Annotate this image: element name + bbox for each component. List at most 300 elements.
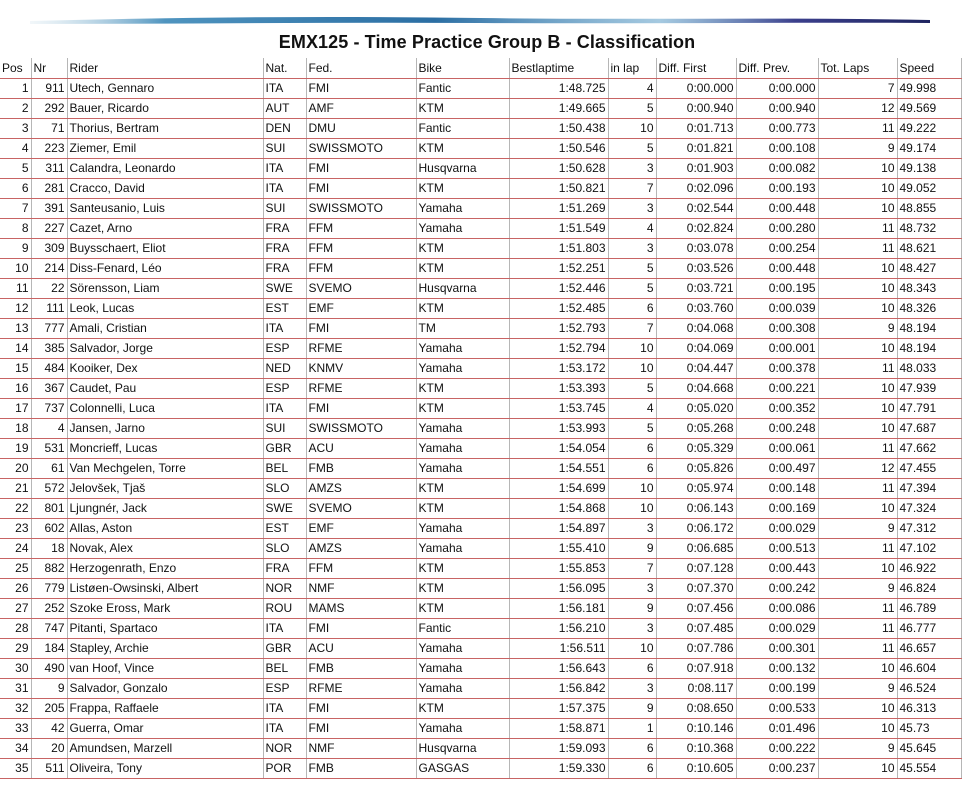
cell-bike: Fantic <box>416 118 509 138</box>
cell-speed: 48.033 <box>897 358 961 378</box>
cell-bike: Yamaha <box>416 458 509 478</box>
cell-speed: 45.554 <box>897 758 961 778</box>
cell-rider: Allas, Aston <box>67 518 263 538</box>
cell-speed: 46.604 <box>897 658 961 678</box>
cell-in-lap: 3 <box>608 578 656 598</box>
table-row <box>0 418 961 438</box>
cell-nr: 292 <box>31 98 67 118</box>
cell-bike: GASGAS <box>416 758 509 778</box>
cell-rider: Cracco, David <box>67 178 263 198</box>
cell-nr: 737 <box>31 398 67 418</box>
cell-diff-prev: 0:00.029 <box>736 618 818 638</box>
cell-in-lap: 10 <box>608 118 656 138</box>
cell-diff-first: 0:01.713 <box>656 118 736 138</box>
cell-diff-first: 0:10.146 <box>656 718 736 738</box>
cell-fed: RFME <box>306 678 416 698</box>
cell-pos: 23 <box>0 518 31 538</box>
cell-diff-prev: 0:00.061 <box>736 438 818 458</box>
table-row <box>0 298 961 318</box>
cell-diff-first: 0:06.143 <box>656 498 736 518</box>
cell-nr: 385 <box>31 338 67 358</box>
cell-tot-laps: 10 <box>818 418 897 438</box>
cell-nr: 223 <box>31 138 67 158</box>
cell-nr: 490 <box>31 658 67 678</box>
cell-nr: 205 <box>31 698 67 718</box>
cell-bike: Husqvarna <box>416 158 509 178</box>
cell-speed: 49.138 <box>897 158 961 178</box>
cell-nat: ROU <box>263 598 306 618</box>
column-header-bestlaptime: Bestlaptime <box>509 58 608 78</box>
cell-bike: Fantic <box>416 618 509 638</box>
cell-bestlaptime: 1:56.095 <box>509 578 608 598</box>
cell-diff-first: 0:05.020 <box>656 398 736 418</box>
table-row <box>0 138 961 158</box>
cell-in-lap: 5 <box>608 258 656 278</box>
cell-bike: Fantic <box>416 78 509 98</box>
cell-diff-prev: 0:00.029 <box>736 518 818 538</box>
cell-diff-prev: 0:00.039 <box>736 298 818 318</box>
cell-nat: ITA <box>263 398 306 418</box>
table-row <box>0 398 961 418</box>
cell-fed: FMI <box>306 718 416 738</box>
cell-fed: FMB <box>306 458 416 478</box>
cell-in-lap: 6 <box>608 438 656 458</box>
cell-speed: 47.324 <box>897 498 961 518</box>
table-row <box>0 338 961 358</box>
cell-pos: 25 <box>0 558 31 578</box>
table-row <box>0 758 961 778</box>
cell-tot-laps: 10 <box>818 498 897 518</box>
cell-fed: NMF <box>306 578 416 598</box>
table-row <box>0 678 961 698</box>
cell-pos: 9 <box>0 238 31 258</box>
cell-pos: 22 <box>0 498 31 518</box>
cell-in-lap: 10 <box>608 358 656 378</box>
cell-bike: Yamaha <box>416 678 509 698</box>
cell-pos: 26 <box>0 578 31 598</box>
cell-diff-prev: 0:00.533 <box>736 698 818 718</box>
cell-rider: Thorius, Bertram <box>67 118 263 138</box>
cell-speed: 46.824 <box>897 578 961 598</box>
cell-pos: 10 <box>0 258 31 278</box>
cell-diff-first: 0:01.821 <box>656 138 736 158</box>
cell-nr: 61 <box>31 458 67 478</box>
cell-pos: 35 <box>0 758 31 778</box>
cell-nat: AUT <box>263 98 306 118</box>
cell-in-lap: 5 <box>608 418 656 438</box>
cell-fed: FMI <box>306 698 416 718</box>
cell-bike: KTM <box>416 698 509 718</box>
cell-speed: 48.855 <box>897 198 961 218</box>
cell-bike: KTM <box>416 398 509 418</box>
cell-in-lap: 9 <box>608 598 656 618</box>
cell-nr: 111 <box>31 298 67 318</box>
cell-nr: 779 <box>31 578 67 598</box>
table-row <box>0 618 961 638</box>
cell-nat: GBR <box>263 638 306 658</box>
cell-tot-laps: 9 <box>818 518 897 538</box>
cell-nr: 602 <box>31 518 67 538</box>
cell-speed: 46.313 <box>897 698 961 718</box>
cell-tot-laps: 10 <box>818 338 897 358</box>
cell-bike: Husqvarna <box>416 278 509 298</box>
cell-bestlaptime: 1:56.511 <box>509 638 608 658</box>
cell-rider: Oliveira, Tony <box>67 758 263 778</box>
cell-in-lap: 7 <box>608 178 656 198</box>
cell-nr: 311 <box>31 158 67 178</box>
table-row <box>0 738 961 758</box>
cell-diff-first: 0:08.117 <box>656 678 736 698</box>
cell-nr: 4 <box>31 418 67 438</box>
cell-pos: 5 <box>0 158 31 178</box>
cell-nat: ITA <box>263 158 306 178</box>
cell-diff-prev: 0:00.000 <box>736 78 818 98</box>
cell-nat: ITA <box>263 78 306 98</box>
cell-bestlaptime: 1:52.485 <box>509 298 608 318</box>
cell-in-lap: 3 <box>608 618 656 638</box>
cell-nat: POR <box>263 758 306 778</box>
cell-rider: Jelovšek, Tjaš <box>67 478 263 498</box>
cell-rider: Diss-Fenard, Léo <box>67 258 263 278</box>
cell-bike: Yamaha <box>416 218 509 238</box>
cell-diff-prev: 0:00.940 <box>736 98 818 118</box>
cell-bike: KTM <box>416 478 509 498</box>
cell-fed: NMF <box>306 738 416 758</box>
cell-rider: Santeusanio, Luis <box>67 198 263 218</box>
cell-rider: Herzogenrath, Enzo <box>67 558 263 578</box>
column-header-bike: Bike <box>416 58 509 78</box>
cell-in-lap: 9 <box>608 698 656 718</box>
cell-tot-laps: 10 <box>818 278 897 298</box>
cell-rider: Van Mechgelen, Torre <box>67 458 263 478</box>
cell-diff-prev: 0:00.195 <box>736 278 818 298</box>
cell-tot-laps: 10 <box>818 158 897 178</box>
table-row <box>0 238 961 258</box>
cell-bestlaptime: 1:56.210 <box>509 618 608 638</box>
cell-bike: Husqvarna <box>416 738 509 758</box>
cell-fed: RFME <box>306 378 416 398</box>
cell-rider: Utech, Gennaro <box>67 78 263 98</box>
cell-tot-laps: 12 <box>818 98 897 118</box>
table-header-row <box>0 58 961 78</box>
column-header-rider: Rider <box>67 58 263 78</box>
cell-pos: 14 <box>0 338 31 358</box>
cell-diff-prev: 0:00.497 <box>736 458 818 478</box>
cell-speed: 47.791 <box>897 398 961 418</box>
cell-diff-first: 0:07.370 <box>656 578 736 598</box>
cell-nat: ITA <box>263 718 306 738</box>
cell-in-lap: 6 <box>608 458 656 478</box>
cell-diff-prev: 0:00.237 <box>736 758 818 778</box>
cell-bestlaptime: 1:57.375 <box>509 698 608 718</box>
cell-pos: 30 <box>0 658 31 678</box>
cell-bike: KTM <box>416 238 509 258</box>
cell-fed: FMI <box>306 618 416 638</box>
cell-diff-prev: 0:00.169 <box>736 498 818 518</box>
cell-nat: SUI <box>263 418 306 438</box>
column-header-fed: Fed. <box>306 58 416 78</box>
cell-fed: AMZS <box>306 478 416 498</box>
cell-fed: MAMS <box>306 598 416 618</box>
cell-in-lap: 5 <box>608 138 656 158</box>
table-row <box>0 458 961 478</box>
table-row <box>0 118 961 138</box>
table-row <box>0 478 961 498</box>
cell-bike: Yamaha <box>416 638 509 658</box>
cell-nat: ESP <box>263 678 306 698</box>
cell-nr: 777 <box>31 318 67 338</box>
classification-table <box>0 58 962 779</box>
cell-rider: Kooiker, Dex <box>67 358 263 378</box>
cell-pos: 34 <box>0 738 31 758</box>
column-header-speed: Speed <box>897 58 961 78</box>
cell-bestlaptime: 1:52.794 <box>509 338 608 358</box>
cell-diff-prev: 0:00.242 <box>736 578 818 598</box>
cell-speed: 48.732 <box>897 218 961 238</box>
cell-nat: ESP <box>263 338 306 358</box>
cell-in-lap: 3 <box>608 678 656 698</box>
cell-in-lap: 10 <box>608 338 656 358</box>
cell-rider: Caudet, Pau <box>67 378 263 398</box>
cell-nr: 367 <box>31 378 67 398</box>
cell-rider: Bauer, Ricardo <box>67 98 263 118</box>
cell-tot-laps: 9 <box>818 318 897 338</box>
cell-bestlaptime: 1:50.546 <box>509 138 608 158</box>
cell-speed: 49.998 <box>897 78 961 98</box>
cell-nr: 281 <box>31 178 67 198</box>
table-row <box>0 518 961 538</box>
cell-nr: 22 <box>31 278 67 298</box>
cell-rider: van Hoof, Vince <box>67 658 263 678</box>
cell-bike: KTM <box>416 178 509 198</box>
cell-diff-prev: 0:00.308 <box>736 318 818 338</box>
cell-diff-first: 0:02.096 <box>656 178 736 198</box>
cell-diff-prev: 0:00.443 <box>736 558 818 578</box>
cell-nat: ITA <box>263 698 306 718</box>
cell-pos: 27 <box>0 598 31 618</box>
cell-pos: 19 <box>0 438 31 458</box>
cell-diff-prev: 0:00.248 <box>736 418 818 438</box>
cell-diff-first: 0:03.760 <box>656 298 736 318</box>
cell-bike: KTM <box>416 258 509 278</box>
cell-pos: 3 <box>0 118 31 138</box>
cell-nr: 252 <box>31 598 67 618</box>
cell-bestlaptime: 1:54.868 <box>509 498 608 518</box>
cell-pos: 11 <box>0 278 31 298</box>
table-row <box>0 78 961 98</box>
cell-bike: KTM <box>416 298 509 318</box>
cell-bestlaptime: 1:56.643 <box>509 658 608 678</box>
cell-bestlaptime: 1:59.093 <box>509 738 608 758</box>
cell-bestlaptime: 1:53.393 <box>509 378 608 398</box>
cell-nr: 531 <box>31 438 67 458</box>
table-row <box>0 578 961 598</box>
cell-nat: NOR <box>263 578 306 598</box>
cell-nat: BEL <box>263 658 306 678</box>
cell-speed: 48.194 <box>897 338 961 358</box>
cell-fed: SVEMO <box>306 278 416 298</box>
cell-bike: KTM <box>416 378 509 398</box>
cell-nr: 214 <box>31 258 67 278</box>
cell-pos: 13 <box>0 318 31 338</box>
cell-speed: 48.194 <box>897 318 961 338</box>
cell-diff-first: 0:05.329 <box>656 438 736 458</box>
cell-diff-prev: 0:00.301 <box>736 638 818 658</box>
table-row <box>0 278 961 298</box>
cell-tot-laps: 10 <box>818 178 897 198</box>
cell-speed: 47.687 <box>897 418 961 438</box>
cell-bestlaptime: 1:56.181 <box>509 598 608 618</box>
cell-pos: 28 <box>0 618 31 638</box>
cell-nat: DEN <box>263 118 306 138</box>
cell-diff-first: 0:04.668 <box>656 378 736 398</box>
cell-speed: 46.922 <box>897 558 961 578</box>
cell-rider: Listøen-Owsinski, Albert <box>67 578 263 598</box>
cell-nat: SUI <box>263 138 306 158</box>
cell-nr: 747 <box>31 618 67 638</box>
cell-fed: ACU <box>306 638 416 658</box>
cell-fed: SVEMO <box>306 498 416 518</box>
cell-bike: Yamaha <box>416 198 509 218</box>
cell-diff-first: 0:07.918 <box>656 658 736 678</box>
cell-bike: Yamaha <box>416 718 509 738</box>
cell-diff-first: 0:00.940 <box>656 98 736 118</box>
cell-bike: Yamaha <box>416 658 509 678</box>
cell-in-lap: 3 <box>608 158 656 178</box>
cell-in-lap: 10 <box>608 478 656 498</box>
cell-nat: EST <box>263 518 306 538</box>
cell-fed: FMI <box>306 78 416 98</box>
cell-tot-laps: 11 <box>818 218 897 238</box>
cell-diff-prev: 0:00.086 <box>736 598 818 618</box>
cell-bestlaptime: 1:50.821 <box>509 178 608 198</box>
cell-speed: 48.621 <box>897 238 961 258</box>
cell-rider: Sörensson, Liam <box>67 278 263 298</box>
cell-bestlaptime: 1:48.725 <box>509 78 608 98</box>
page-title: EMX125 - Time Practice Group B - Classification <box>278 32 696 52</box>
cell-diff-prev: 0:00.132 <box>736 658 818 678</box>
cell-nat: NOR <box>263 738 306 758</box>
column-header-tot-laps: Tot. Laps <box>818 58 897 78</box>
cell-nr: 20 <box>31 738 67 758</box>
table-row <box>0 358 961 378</box>
cell-speed: 46.789 <box>897 598 961 618</box>
cell-tot-laps: 12 <box>818 458 897 478</box>
cell-bestlaptime: 1:56.842 <box>509 678 608 698</box>
cell-bestlaptime: 1:52.446 <box>509 278 608 298</box>
cell-rider: Moncrieff, Lucas <box>67 438 263 458</box>
cell-bestlaptime: 1:50.628 <box>509 158 608 178</box>
cell-in-lap: 6 <box>608 298 656 318</box>
cell-rider: Jansen, Jarno <box>67 418 263 438</box>
cell-fed: AMZS <box>306 538 416 558</box>
cell-bestlaptime: 1:53.172 <box>509 358 608 378</box>
cell-pos: 33 <box>0 718 31 738</box>
cell-speed: 47.662 <box>897 438 961 458</box>
cell-pos: 16 <box>0 378 31 398</box>
cell-bestlaptime: 1:51.803 <box>509 238 608 258</box>
cell-in-lap: 7 <box>608 558 656 578</box>
cell-fed: EMF <box>306 298 416 318</box>
table-row <box>0 218 961 238</box>
cell-diff-first: 0:04.068 <box>656 318 736 338</box>
cell-bestlaptime: 1:54.699 <box>509 478 608 498</box>
cell-in-lap: 3 <box>608 238 656 258</box>
table-row <box>0 598 961 618</box>
cell-tot-laps: 10 <box>818 398 897 418</box>
cell-diff-first: 0:03.721 <box>656 278 736 298</box>
cell-bike: KTM <box>416 98 509 118</box>
table-row <box>0 718 961 738</box>
cell-rider: Ljungnér, Jack <box>67 498 263 518</box>
cell-nat: SLO <box>263 538 306 558</box>
table-body <box>0 78 961 778</box>
cell-diff-prev: 0:00.148 <box>736 478 818 498</box>
cell-diff-first: 0:04.069 <box>656 338 736 358</box>
cell-speed: 46.657 <box>897 638 961 658</box>
cell-speed: 47.394 <box>897 478 961 498</box>
cell-fed: ACU <box>306 438 416 458</box>
table-row <box>0 438 961 458</box>
cell-tot-laps: 11 <box>818 238 897 258</box>
cell-bike: Yamaha <box>416 338 509 358</box>
cell-in-lap: 6 <box>608 738 656 758</box>
cell-rider: Calandra, Leonardo <box>67 158 263 178</box>
cell-speed: 49.222 <box>897 118 961 138</box>
cell-diff-prev: 0:00.773 <box>736 118 818 138</box>
cell-pos: 8 <box>0 218 31 238</box>
cell-diff-first: 0:01.903 <box>656 158 736 178</box>
cell-nr: 309 <box>31 238 67 258</box>
cell-fed: FFM <box>306 218 416 238</box>
cell-in-lap: 3 <box>608 198 656 218</box>
cell-nat: FRA <box>263 238 306 258</box>
table-row <box>0 558 961 578</box>
cell-fed: FMI <box>306 398 416 418</box>
cell-tot-laps: 11 <box>818 538 897 558</box>
cell-speed: 49.052 <box>897 178 961 198</box>
cell-nr: 572 <box>31 478 67 498</box>
cell-diff-first: 0:07.456 <box>656 598 736 618</box>
cell-nr: 484 <box>31 358 67 378</box>
cell-pos: 32 <box>0 698 31 718</box>
cell-diff-first: 0:07.786 <box>656 638 736 658</box>
cell-speed: 47.312 <box>897 518 961 538</box>
cell-in-lap: 9 <box>608 538 656 558</box>
cell-pos: 6 <box>0 178 31 198</box>
cell-in-lap: 4 <box>608 78 656 98</box>
cell-diff-first: 0:05.826 <box>656 458 736 478</box>
cell-diff-first: 0:05.268 <box>656 418 736 438</box>
table-row <box>0 658 961 678</box>
table-row <box>0 158 961 178</box>
cell-diff-prev: 0:00.513 <box>736 538 818 558</box>
cell-in-lap: 3 <box>608 518 656 538</box>
cell-speed: 49.569 <box>897 98 961 118</box>
cell-nat: SUI <box>263 198 306 218</box>
cell-in-lap: 5 <box>608 278 656 298</box>
cell-pos: 15 <box>0 358 31 378</box>
cell-pos: 7 <box>0 198 31 218</box>
table-row <box>0 258 961 278</box>
column-header-diff-first: Diff. First <box>656 58 736 78</box>
table-row <box>0 498 961 518</box>
cell-diff-first: 0:02.544 <box>656 198 736 218</box>
cell-bestlaptime: 1:51.549 <box>509 218 608 238</box>
table-row <box>0 98 961 118</box>
cell-tot-laps: 9 <box>818 738 897 758</box>
cell-tot-laps: 9 <box>818 678 897 698</box>
